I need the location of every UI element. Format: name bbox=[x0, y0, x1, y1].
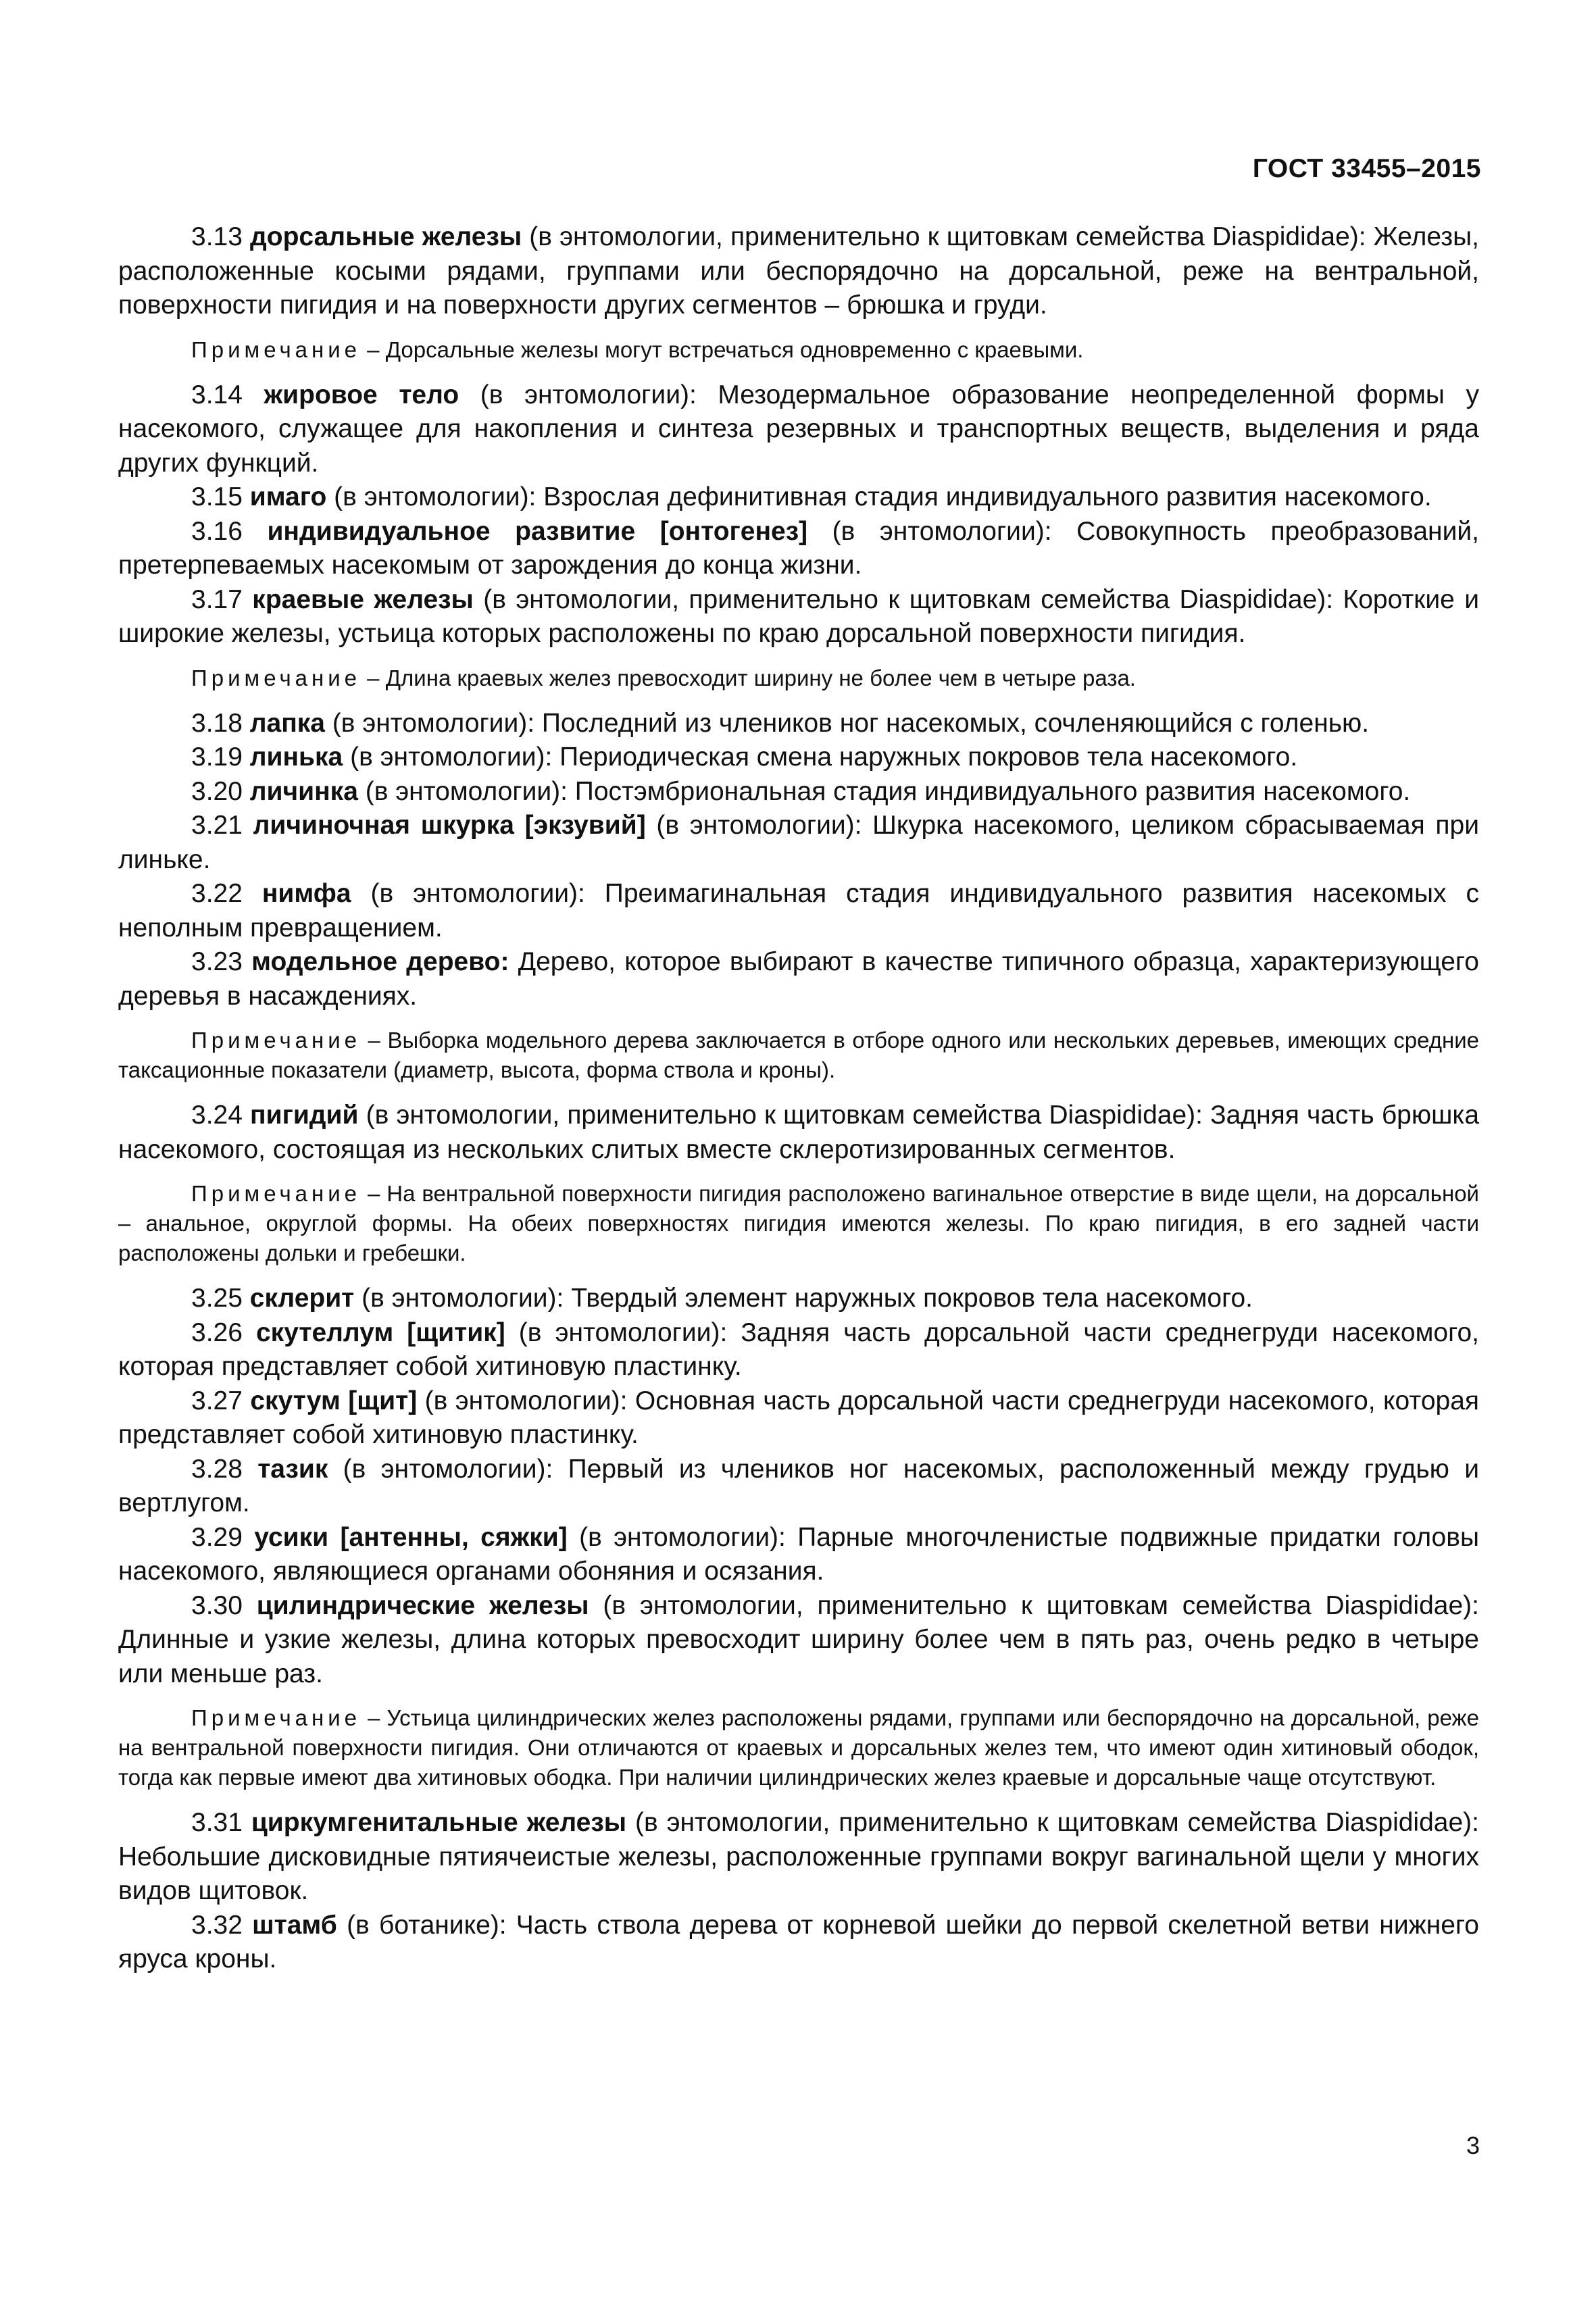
term-name: нимфа bbox=[261, 879, 351, 908]
note-label: Примечание bbox=[191, 1181, 361, 1206]
note-text: – Дорсальные железы могут встречаться одновременно с краевыми. bbox=[361, 336, 1084, 362]
term-entry-3-28 bbox=[118, 1453, 1479, 1521]
note-text: – Выборка модельного дерева заключается в отборе одного или нескольких деревьев, имеющих средние таксационные показатели (диаметр, высота, форма ствола и кроны). bbox=[118, 1028, 1479, 1082]
term-definition: (в энтомологии): Задняя часть дорсальной части среднегруди насекомого, которая представляет собой хитиновую пластинку. bbox=[118, 1317, 1479, 1381]
note-label: Примечание bbox=[191, 1028, 361, 1053]
term-entry-3-14 bbox=[118, 378, 1479, 481]
term-number: 3.19 bbox=[191, 743, 243, 772]
term-number: 3.14 bbox=[191, 380, 243, 409]
term-definition: (в энтомологии): Взрослая дефинитивная стадия индивидуального развития насекомого. bbox=[326, 482, 1432, 511]
term-name: цилиндрические железы bbox=[256, 1590, 589, 1620]
term-entry-3-13 bbox=[118, 220, 1479, 323]
note-label: Примечание bbox=[191, 665, 361, 690]
term-number: 3.23 bbox=[191, 947, 243, 976]
term-entry-3-16 bbox=[118, 515, 1479, 583]
note-3-17 bbox=[118, 663, 1479, 693]
term-definition: (в энтомологии): Последний из члеников ног насекомых, сочленяющийся с голенью. bbox=[324, 708, 1370, 738]
term-definition: (в энтомологии): Твердый элемент наружных покровов тела насекомого. bbox=[354, 1284, 1253, 1313]
term-number: 3.20 bbox=[191, 776, 243, 806]
term-entry-3-30 bbox=[118, 1589, 1479, 1692]
note-3-30 bbox=[118, 1703, 1479, 1792]
term-entry-3-32 bbox=[118, 1909, 1479, 1977]
term-entry-3-29 bbox=[118, 1521, 1479, 1589]
term-name: скутум [щит] bbox=[250, 1386, 418, 1415]
term-entry-3-18 bbox=[118, 707, 1479, 741]
term-number: 3.22 bbox=[191, 879, 243, 908]
term-number: 3.32 bbox=[191, 1910, 243, 1940]
note-3-13 bbox=[118, 335, 1479, 365]
terms-section bbox=[118, 220, 1479, 1977]
term-number: 3.30 bbox=[191, 1590, 243, 1620]
term-number: 3.15 bbox=[191, 482, 243, 511]
note-3-23 bbox=[118, 1026, 1479, 1085]
note-text: – Длина краевых желез превосходит ширину не более чем в четыре раза. bbox=[361, 665, 1136, 690]
term-name: штамб bbox=[252, 1910, 337, 1940]
term-name: личинка bbox=[249, 776, 358, 806]
term-definition: (в энтомологии): Мезодермальное образование неопределенной формы у насекомого, служащее для накопления и синтеза резервных и транспортных веществ, выделения и ряда других функций. bbox=[118, 380, 1479, 478]
term-definition: (в энтомологии, применительно к щитовкам семейства Diaspididae): Небольшие дисковидные пятиячеистые железы, расположенные группами вокруг вагинальной щели у многих видов щитовок. bbox=[118, 1808, 1479, 1905]
term-definition: (в энтомологии, применительно к щитовкам семейства Diaspididae): Длинные и узкие железы, длина которых превосходит ширину более чем в пять раз, очень редко в четыре или меньше раз. bbox=[118, 1590, 1479, 1688]
term-number: 3.21 bbox=[191, 811, 243, 840]
page-number: 3 bbox=[1466, 2132, 1480, 2159]
term-name: склерит bbox=[249, 1284, 355, 1313]
term-entry-3-22 bbox=[118, 877, 1479, 945]
term-name: личиночная шкурка [экзувий] bbox=[253, 811, 646, 840]
term-number: 3.18 bbox=[191, 708, 243, 738]
note-label: Примечание bbox=[191, 336, 361, 362]
term-entry-3-20 bbox=[118, 775, 1479, 809]
term-name: линька bbox=[249, 743, 343, 772]
document-code: ГОСТ 33455–2015 bbox=[1252, 154, 1481, 183]
term-definition: (в энтомологии): Первый из члеников ног насекомых, расположенный между грудью и вертлугом. bbox=[118, 1454, 1479, 1517]
term-entry-3-25 bbox=[118, 1282, 1479, 1316]
term-name: скутеллум [щитик] bbox=[255, 1317, 505, 1347]
term-definition: (в энтомологии, применительно к щитовкам семейства Diaspididae): Железы, расположенные косыми рядами, группами или беспорядочно на дорсальной, реже на вентральной, поверхности пигидия и на поверхности других сегментов – брюшка и груди. bbox=[118, 222, 1479, 320]
term-definition: (в энтомологии, применительно к щитовкам семейства Diaspididae): Короткие и широкие железы, устьица которых расположены по краю дорсальной поверхности пигидия. bbox=[118, 584, 1479, 648]
term-entry-3-15 bbox=[118, 480, 1479, 515]
term-number: 3.24 bbox=[191, 1101, 243, 1130]
term-number: 3.16 bbox=[191, 516, 243, 546]
note-3-24 bbox=[118, 1179, 1479, 1268]
term-definition: (в энтомологии): Периодическая смена наружных покровов тела насекомого. bbox=[343, 743, 1298, 772]
term-number: 3.27 bbox=[191, 1386, 243, 1415]
term-entry-3-27 bbox=[118, 1384, 1479, 1453]
term-definition: (в энтомологии): Парные многочленистые подвижные придатки головы насекомого, являющиеся органами обоняния и осязания. bbox=[118, 1522, 1479, 1586]
term-number: 3.28 bbox=[191, 1454, 243, 1484]
term-entry-3-23 bbox=[118, 945, 1479, 1013]
term-definition: (в энтомологии): Постэмбриональная стадия индивидуального развития насекомого. bbox=[357, 776, 1411, 806]
term-number: 3.31 bbox=[191, 1808, 243, 1837]
term-entry-3-21 bbox=[118, 809, 1479, 877]
term-name: лапка bbox=[249, 708, 325, 738]
term-definition: (в энтомологии): Преимагинальная стадия индивидуального развития насекомых с неполным превращением. bbox=[118, 879, 1479, 942]
term-entry-3-19 bbox=[118, 740, 1479, 775]
term-name: дорсальные железы bbox=[250, 222, 522, 251]
term-entry-3-24 bbox=[118, 1099, 1479, 1167]
term-name: усики [антенны, сяжки] bbox=[254, 1522, 568, 1552]
term-name: имаго bbox=[249, 482, 327, 511]
term-number: 3.17 bbox=[191, 584, 243, 614]
term-number: 3.25 bbox=[191, 1284, 243, 1313]
term-name: циркумгенитальные железы bbox=[251, 1808, 627, 1837]
term-entry-3-26 bbox=[118, 1316, 1479, 1384]
term-number: 3.13 bbox=[191, 222, 243, 251]
term-definition: (в энтомологии): Совокупность преобразований, претерпеваемых насекомым от зарождения до конца жизни. bbox=[118, 516, 1479, 580]
term-name: модельное дерево: bbox=[251, 947, 509, 976]
term-name: краевые железы bbox=[252, 584, 474, 614]
term-number: 3.26 bbox=[191, 1317, 243, 1347]
term-entry-3-17 bbox=[118, 583, 1479, 651]
term-number: 3.29 bbox=[191, 1522, 243, 1552]
term-definition: (в энтомологии): Шкурка насекомого, целиком сбрасываемая при линьке. bbox=[118, 811, 1480, 874]
term-name: тазик bbox=[257, 1454, 328, 1484]
term-definition: (в энтомологии): Основная часть дорсальной части среднегруди насекомого, которая представляет собой хитиновую пластинку. bbox=[118, 1386, 1480, 1449]
term-name: пигидий bbox=[250, 1101, 359, 1130]
term-definition: (в ботанике): Часть ствола дерева от корневой шейки до первой скелетной ветви нижнего яруса кроны. bbox=[118, 1910, 1479, 1973]
term-name: жировое тело bbox=[264, 380, 459, 409]
term-entry-3-31 bbox=[118, 1806, 1479, 1909]
term-definition: (в энтомологии, применительно к щитовкам семейства Diaspididae): Задняя часть брюшка насекомого, состоящая из нескольких слитых вместе склеротизированных сегментов. bbox=[118, 1101, 1480, 1164]
note-text: – На вентральной поверхности пигидия расположено вагинальное отверстие в виде щели, на дорсальной – анальное, округлой формы. На обеих поверхностях пигидия имеются железы. По краю пигидия, в его задней части расположены дольки и гребешки. bbox=[118, 1181, 1479, 1265]
note-text: – Устьица цилиндрических желез расположены рядами, группами или беспорядочно на дорсальной, реже на вентральной поверхности пигидия. Они отличаются от краевых и дорсальных желез тем, что имеют один хитиновый ободок, тогда как первые имеют два хитиновых ободка. При наличии цилиндрических желез краевые и дорсальные чаще отсутствуют. bbox=[118, 1705, 1479, 1790]
term-definition: Дерево, которое выбирают в качестве типичного образца, характеризующего деревья в насаждениях. bbox=[118, 947, 1479, 1011]
note-label: Примечание bbox=[191, 1705, 361, 1730]
term-name: индивидуальное развитие [онтогенез] bbox=[267, 516, 808, 546]
